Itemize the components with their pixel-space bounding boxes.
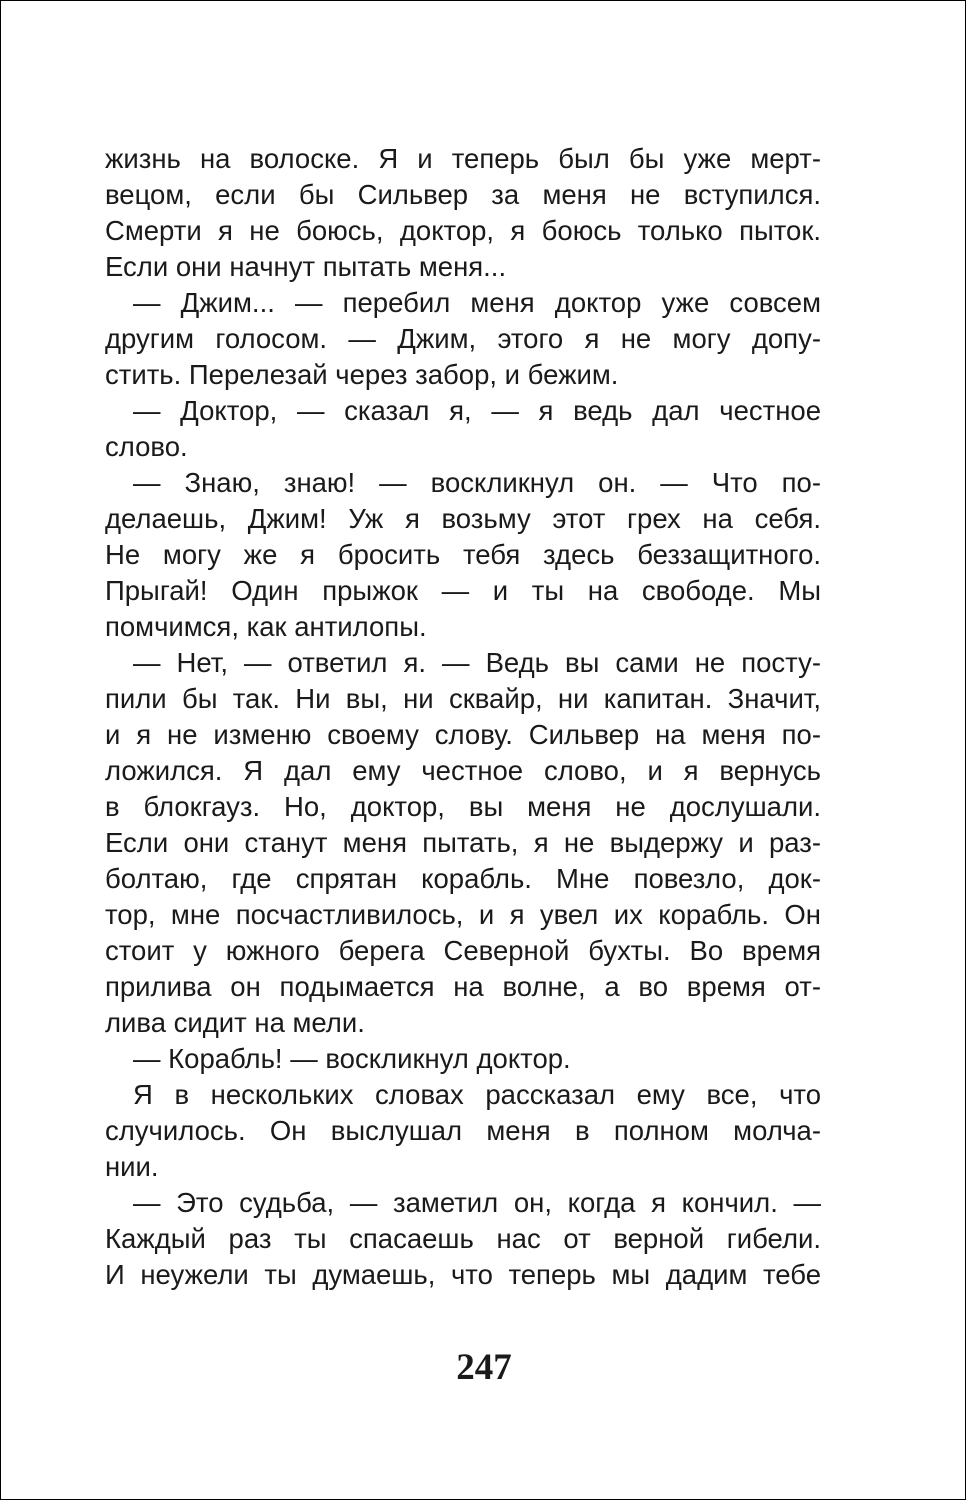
text-line: Если они станут меня пытать, я не выдержу и раз- (105, 827, 821, 858)
text-line: помчимся, как антилопы. (105, 611, 427, 642)
text-line: тор, мне посчастливилось, и я увел их корабль. Он (105, 899, 821, 930)
text-line: Прыгай! Один прыжок — и ты на свободе. Мы (105, 575, 821, 606)
text-line: вецом, если бы Сильвер за меня не вступился. (105, 179, 821, 210)
text-line: — Доктор, — сказал я, — я ведь дал честное (133, 395, 821, 426)
text-line: нии. (105, 1151, 159, 1182)
page-number: 247 (456, 1347, 512, 1388)
text-line: И неужели ты думаешь, что теперь мы дадим тебе (105, 1259, 821, 1290)
text-line: Я в нескольких словах рассказал ему все, что (133, 1079, 821, 1110)
text-line: Не могу же я бросить тебя здесь беззащитного. (105, 539, 821, 570)
text-line: стоит у южного берега Северной бухты. Во время (105, 935, 821, 966)
text-line: лива сидит на мели. (105, 1007, 365, 1038)
text-line: Смерти я не боюсь, доктор, я боюсь только пыток. (105, 215, 821, 246)
text-line: жизнь на волоске. Я и теперь был бы уже мерт- (105, 143, 821, 174)
text-line: в блокгауз. Но, доктор, вы меня не дослушали. (105, 791, 821, 822)
body-text (105, 141, 821, 1293)
text-line: — Знаю, знаю! — воскликнул он. — Что по- (133, 467, 821, 498)
text-line: ложился. Я дал ему честное слово, и я вернусь (105, 755, 821, 786)
text-line: болтаю, где спрятан корабль. Мне повезло, док- (105, 863, 821, 894)
text-line: прилива он подымается на волне, а во время от- (105, 971, 821, 1002)
text-line: Каждый раз ты спасаешь нас от верной гибели. (105, 1223, 821, 1254)
text-line: — Это судьба, — заметил он, когда я кончил. — (133, 1187, 821, 1218)
text-line: — Нет, — ответил я. — Ведь вы сами не посту- (133, 647, 821, 678)
text-line: Если они начнут пытать меня... (105, 251, 507, 282)
text-line: — Джим... — перебил меня доктор уже совсем (133, 287, 821, 318)
text-line: случилось. Он выслушал меня в полном молча- (105, 1115, 821, 1146)
text-line: — Корабль! — воскликнул доктор. (133, 1043, 571, 1074)
text-line: и я не изменю своему слову. Сильвер на меня по- (105, 719, 821, 750)
text-line: другим голосом. — Джим, этого я не могу допу- (105, 323, 821, 354)
text-line: слово. (105, 431, 188, 462)
text-line: стить. Перелезай через забор, и бежим. (105, 359, 619, 390)
text-line: пили бы так. Ни вы, ни сквайр, ни капитан. Значит, (105, 683, 821, 714)
text-line: делаешь, Джим! Уж я возьму этот грех на себя. (105, 503, 821, 534)
